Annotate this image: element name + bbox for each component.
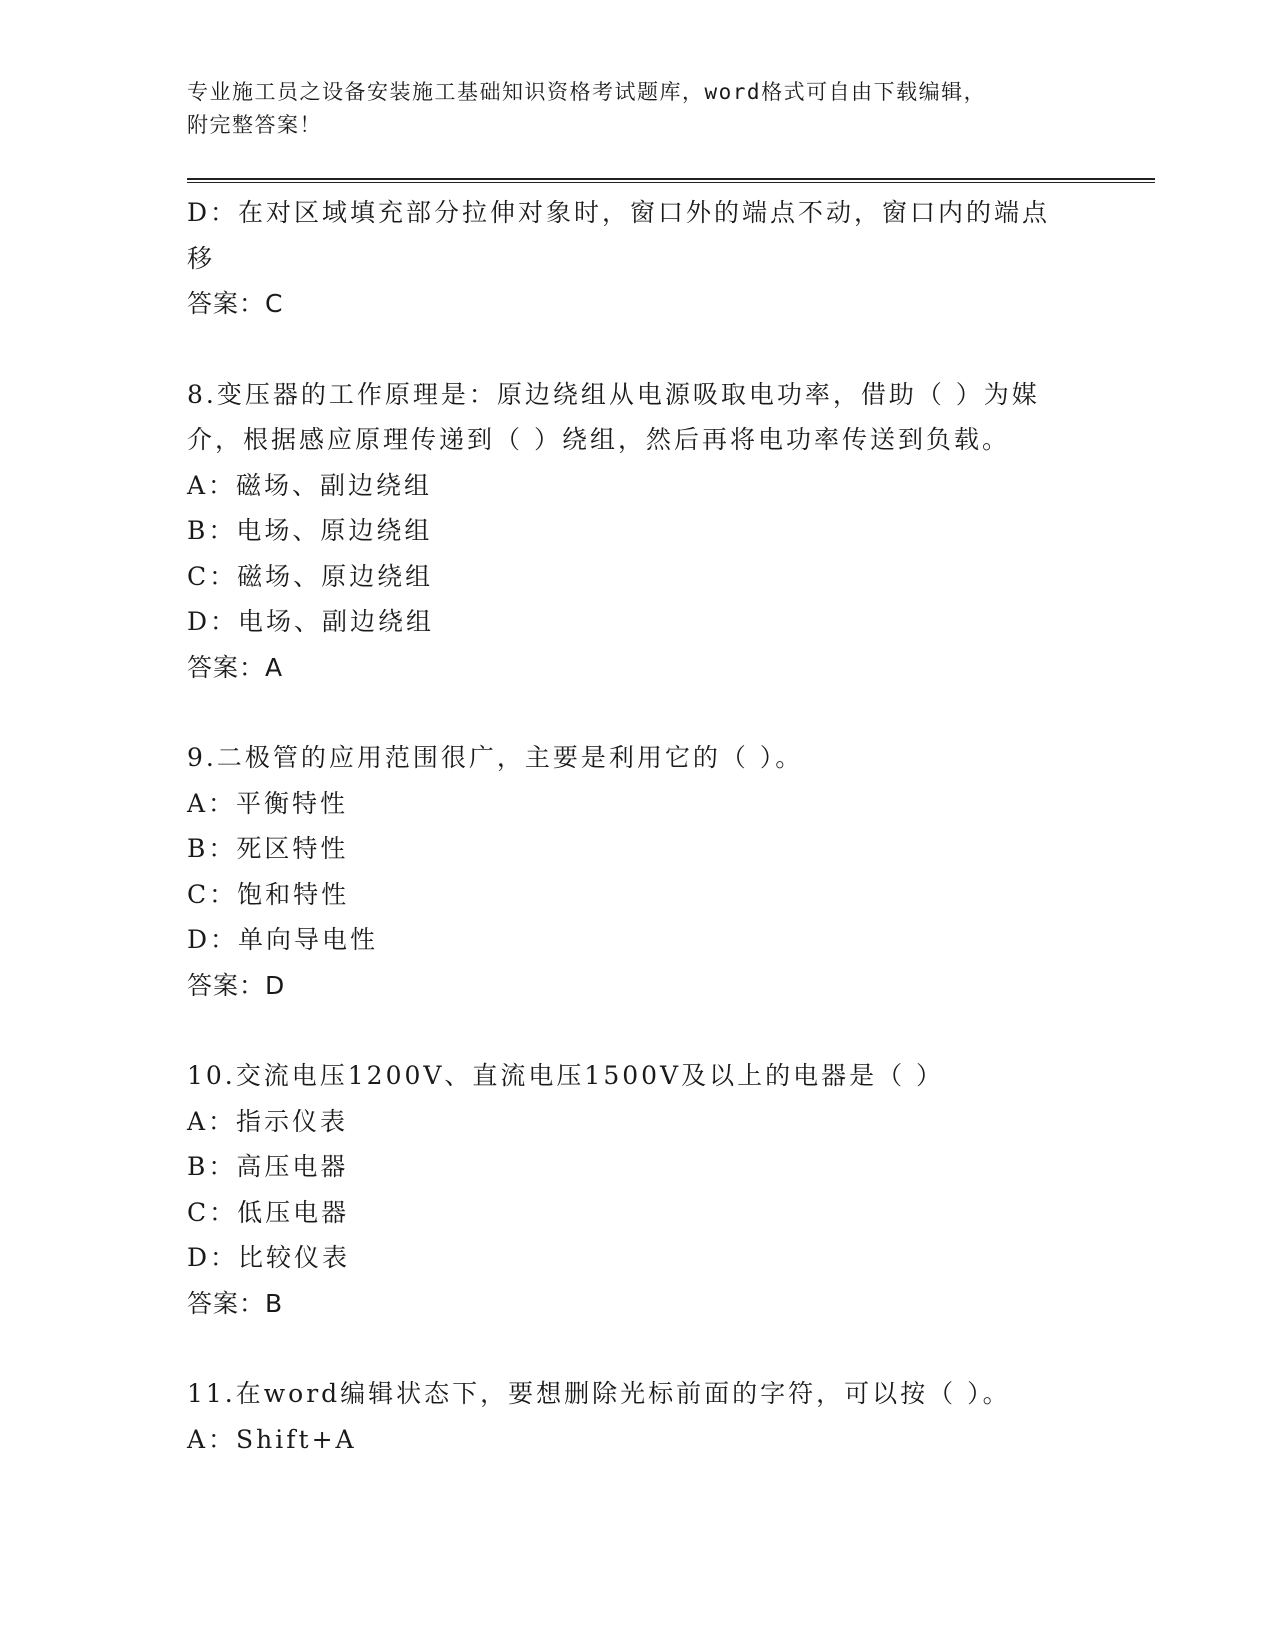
question-7-tail bbox=[187, 190, 1067, 327]
answer: 答案：B bbox=[187, 1288, 284, 1318]
question-10 bbox=[187, 1053, 1067, 1326]
answer: 答案：C bbox=[187, 289, 284, 318]
option-d: D：比较仪表 bbox=[187, 1243, 351, 1272]
header-line-1: 专业施工员之设备安装施工基础知识资格考试题库，word格式可自由下载编辑， bbox=[187, 80, 987, 104]
header-divider bbox=[187, 178, 1155, 183]
question-stem: 9.二极管的应用范围很广，主要是利用它的（ ）。 bbox=[187, 743, 804, 772]
question-9 bbox=[187, 735, 1067, 1008]
header-line-2: 附完整答案！ bbox=[187, 113, 322, 137]
question-content bbox=[187, 190, 1067, 1462]
option-a: A：平衡特性 bbox=[187, 788, 349, 818]
question-8 bbox=[187, 372, 1067, 691]
spacer bbox=[187, 327, 1067, 372]
option-c: C：低压电器 bbox=[187, 1197, 350, 1227]
option-d: D：电场、副边绕组 bbox=[187, 607, 435, 636]
question-stem: 11.在word编辑状态下，要想删除光标前面的字符，可以按（ ）。 bbox=[187, 1379, 1011, 1408]
option-a: A：磁场、副边绕组 bbox=[187, 470, 433, 500]
question-11 bbox=[187, 1371, 1067, 1462]
option-b: B：高压电器 bbox=[187, 1152, 349, 1181]
question-stem-continued: 介，根据感应原理传递到（ ）绕组，然后再将电功率传送到负载。 bbox=[187, 425, 1010, 454]
answer: 答案：D bbox=[187, 970, 286, 1000]
option-c: C：磁场、原边绕组 bbox=[187, 561, 434, 591]
document-header bbox=[187, 76, 1067, 142]
question-stem: 10.交流电压1200V、直流电压1500V及以上的电器是（ ） bbox=[187, 1061, 945, 1090]
option-d-continued: 移 bbox=[187, 243, 216, 273]
answer: 答案：A bbox=[187, 652, 284, 682]
option-b: B：死区特性 bbox=[187, 834, 349, 863]
option-b: B：电场、原边绕组 bbox=[187, 516, 433, 545]
option-d: D：单向导电性 bbox=[187, 925, 379, 954]
option-a: A：Shift+A bbox=[187, 1424, 357, 1454]
spacer bbox=[187, 1326, 1067, 1371]
option-d: D：在对区域填充部分拉伸对象时，窗口外的端点不动，窗口内的端点 bbox=[187, 198, 1051, 227]
option-c: C：饱和特性 bbox=[187, 879, 350, 909]
option-a: A：指示仪表 bbox=[187, 1106, 349, 1136]
question-stem: 8.变压器的工作原理是：原边绕组从电源吸取电功率，借助（ ）为媒 bbox=[187, 379, 1040, 409]
spacer bbox=[187, 1008, 1067, 1053]
spacer bbox=[187, 690, 1067, 735]
